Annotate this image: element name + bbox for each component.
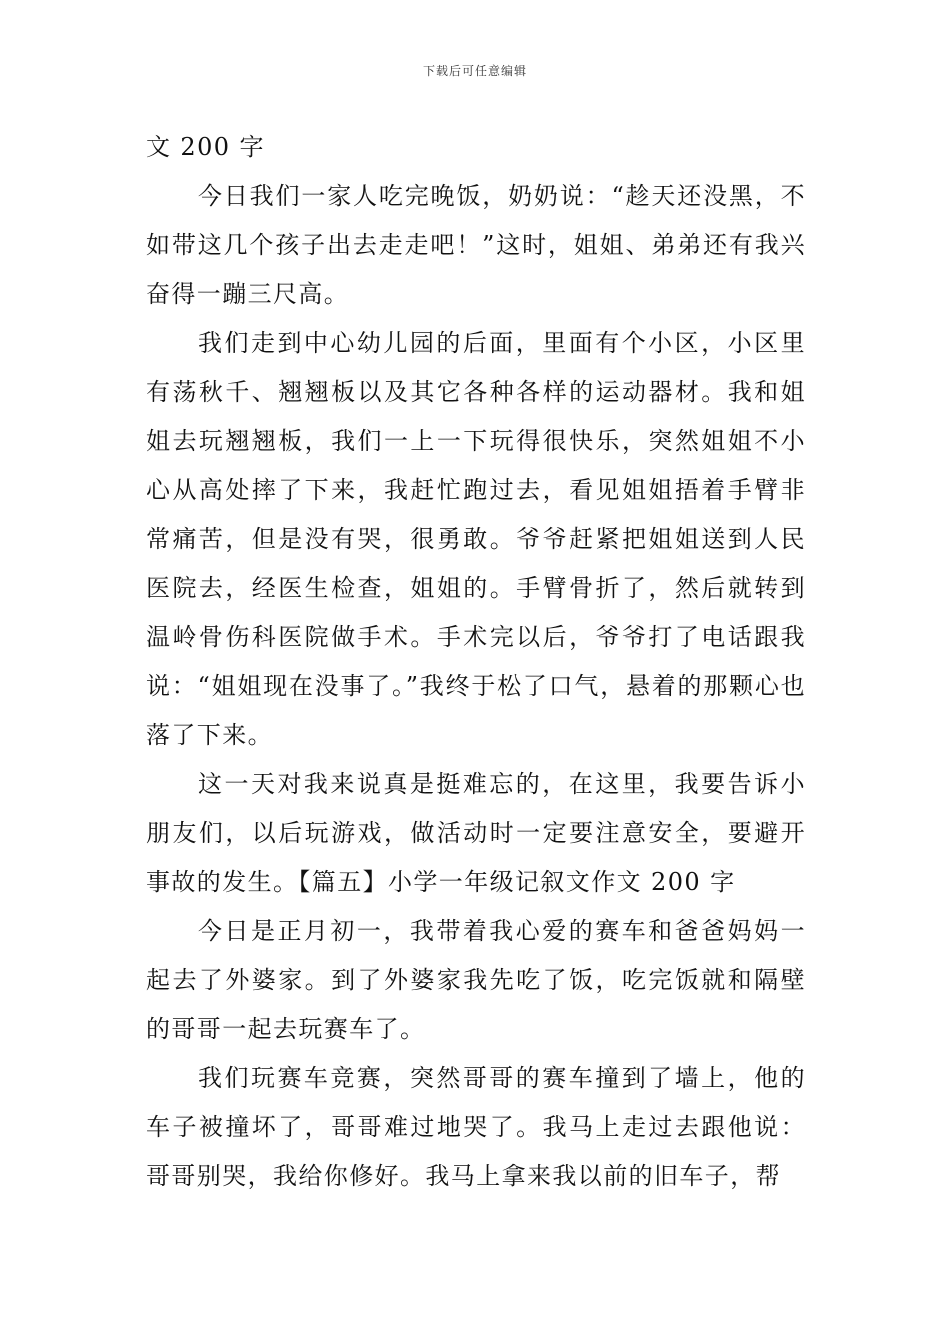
paragraph-new-year: 今日是正月初一，我带着我心爱的赛车和爸爸妈妈一起去了外婆家。到了外婆家我先吃了饭，吃完饭就和隔壁的哥哥一起去玩赛车了。 <box>146 917 806 1043</box>
paragraph-fragment: 文 200 字 <box>146 133 265 161</box>
paragraph-dinner: 今日我们一家人吃完晚饭，奶奶说：“趁天还没黑，不如带这几个孩子出去走走吧！”这时，姐姐、弟弟还有我兴奋得一蹦三尺高。 <box>146 182 806 308</box>
paragraph-race-car: 我们玩赛车竞赛，突然哥哥的赛车撞到了墙上，他的车子被撞坏了，哥哥难过地哭了。我马上走过去跟他说：哥哥别哭，我给你修好。我马上拿来我以前的旧车子，帮 <box>146 1064 806 1190</box>
paragraph-playground: 我们走到中心幼儿园的后面，里面有个小区，小区里有荡秋千、翘翘板以及其它各种各样的运动器材。我和姐姐去玩翘翘板，我们一上一下玩得很快乐，突然姐姐不小心从高处摔了下来，我赶忙跑过去，看见姐姐捂着手臂非常痛苦，但是没有哭，很勇敢。爷爷赶紧把姐姐送到人民医院去，经医生检查，姐姐的。手臂骨折了，然后就转到温岭骨伤科医院做手术。手术完以后，爷爷打了电话跟我说：“姐姐现在没事了。”我终于松了口气，悬着的那颗心也落了下来。 <box>146 329 806 749</box>
paragraph-lesson: 这一天对我来说真是挺难忘的，在这里，我要告诉小朋友们，以后玩游戏，做活动时一定要注意安全，要避开事故的发生。【篇五】小学一年级记叙文作文 200 字 <box>146 770 806 896</box>
document-body <box>146 123 806 1201</box>
header-note: 下载后可任意编辑 <box>422 64 527 78</box>
